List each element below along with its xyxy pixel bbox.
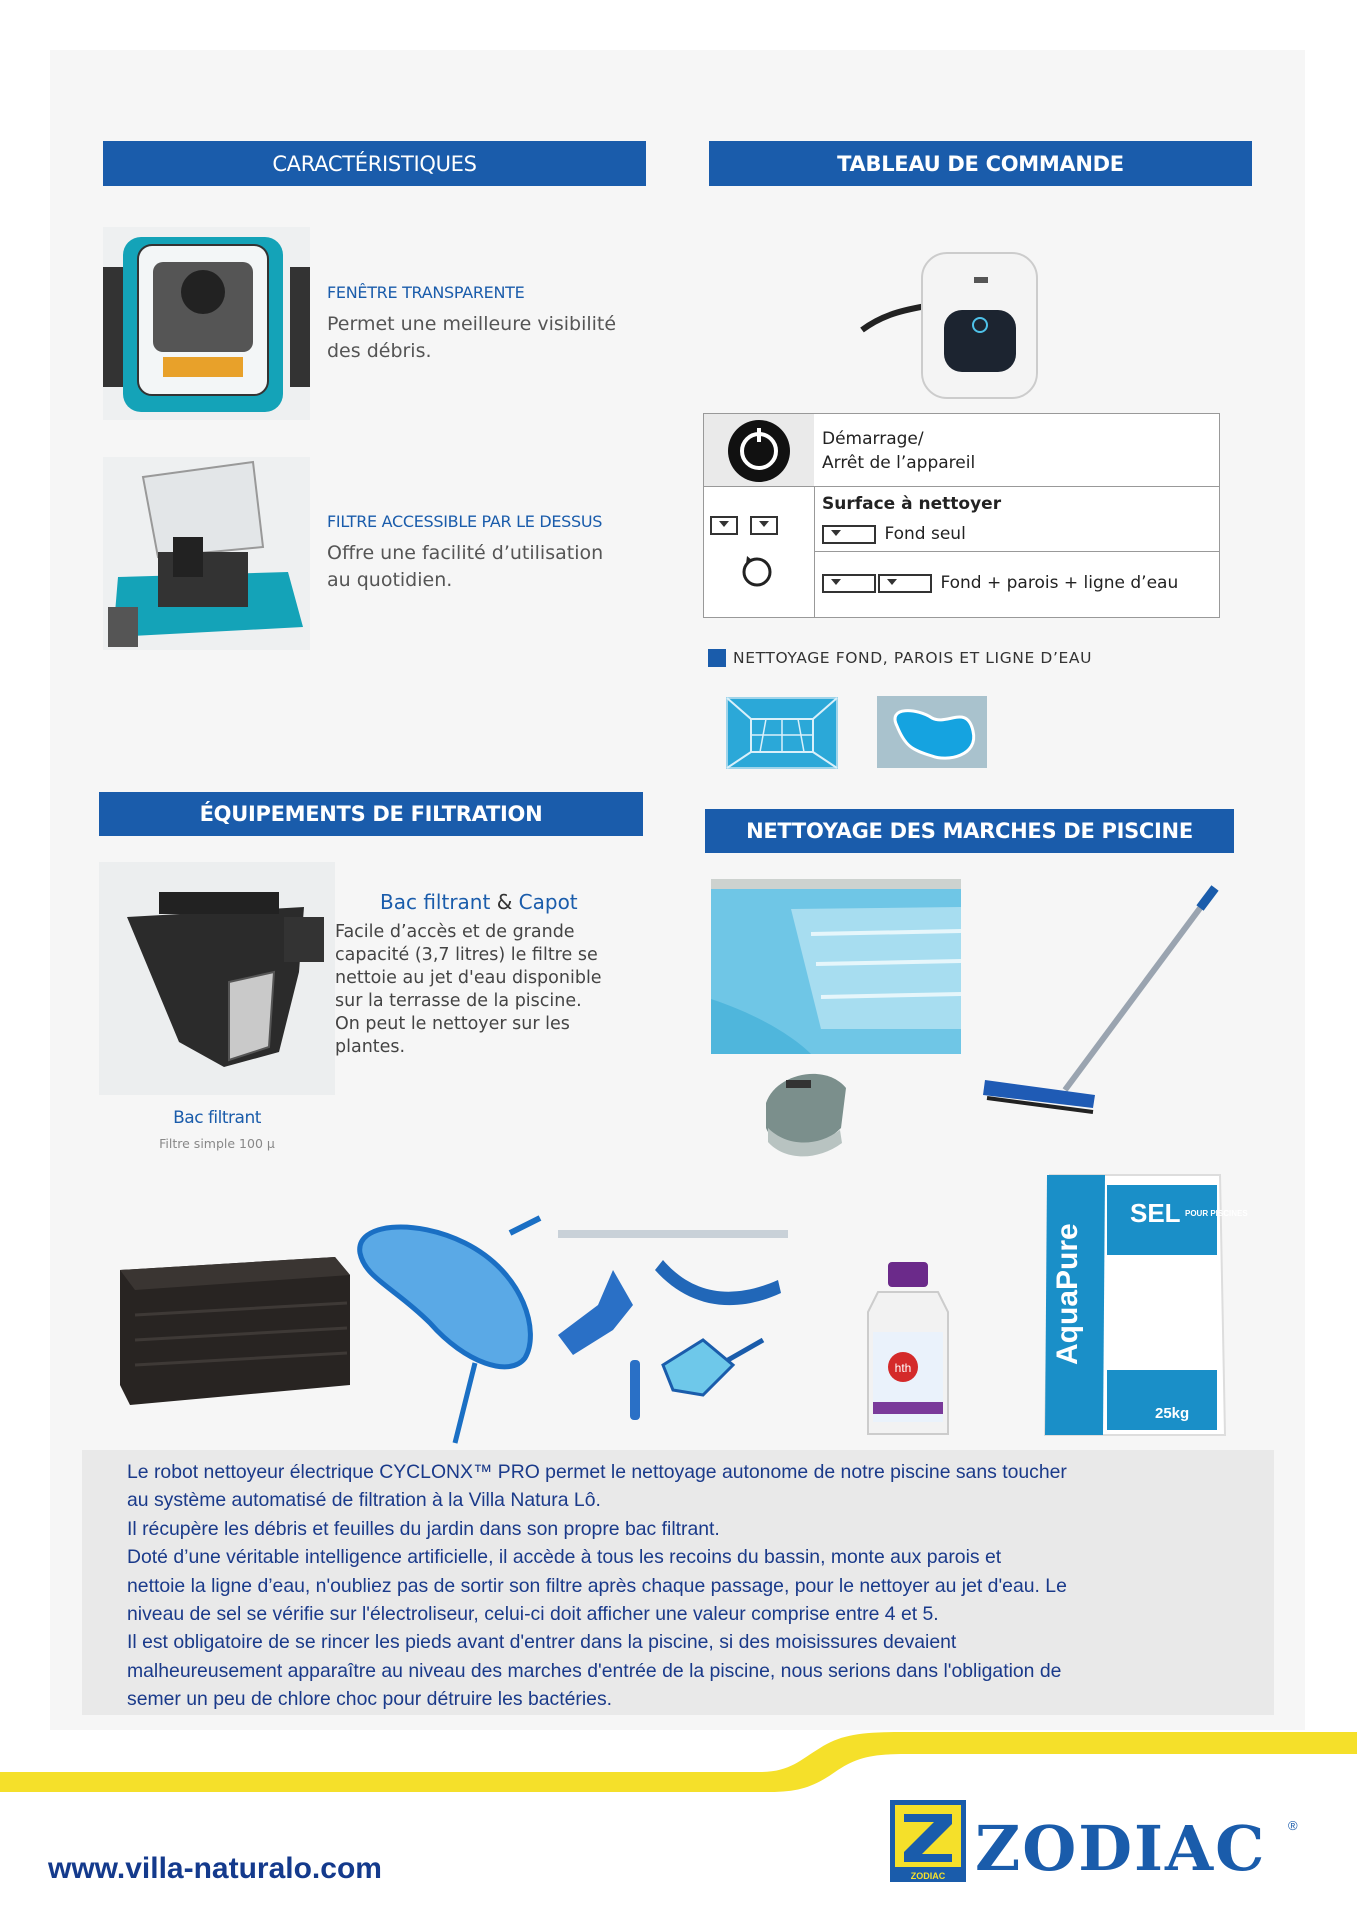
filter-subcaption: Filtre simple 100 µ [159,1136,275,1151]
chlorine-label: hth [894,1361,912,1375]
registered-mark: ® [1288,1818,1298,1833]
floor-only-icon [822,525,876,544]
control-box-photo [862,245,1042,405]
floor-only-label: Fond seul [884,524,966,544]
feature-title-filter: FILTRE ACCESSIBLE PAR LE DESSUS [327,512,603,531]
storage-box-photo [115,1235,355,1417]
robot-top-window-photo [103,227,310,420]
pool-steps-photo [711,879,961,1054]
filter-title [380,890,578,914]
scrub-brush-photo [756,1058,856,1162]
description-box [82,1450,1274,1715]
filter-title-part1: Bac filtrant [380,890,491,914]
floor-icon [710,516,738,535]
salt-bag-photo [1035,1170,1248,1440]
filter-title-amp: & [496,890,513,914]
description-text: Le robot nettoyeur électrique CYCLONX™ PRO permet le nettoyage autonome de notre piscine sans toucher au système automatisé de filtration à la Villa Natura Lô. Il récupère les débris et feuilles du jardin dans son propre bac filtrant. Doté d’une véritable intelligence artificielle, il accède à tous les recoins du bassin, monte aux parois et nettoie la ligne d’eau, n'oubliez pas de sortir son filtre après chaque passage, pour le nettoyer au jet d'eau. Le niveau de sel se vérifie sur l'électroliseur, celui-ci doit afficher une valeur comprise entre 4 et 5. Il est obligatoire de se rincer les pieds avant d'entrer dans la piscine, si des moisissures devaient malheureusement apparaître au niveau des marches d'entrée de la piscine, nous serions dans l'obligation de semer un peu de chlore choc pour détruire les bactéries. [127,1461,1067,1711]
power-button-icon [726,418,792,484]
leaf-skimmer-photo [355,1213,555,1448]
floor-walls-icon-b [878,574,932,593]
cleaning-kit-photo [553,1215,793,1440]
mode-bullet-icon [708,649,726,667]
feature-text-window: Permet une meilleure visibilité des débris. [327,313,617,362]
power-label: Démarrage/ Arrêt de l’appareil [822,429,976,473]
header-control-panel: TABLEAU DE COMMANDE [709,141,1252,186]
feature-title-window: FENÊTRE TRANSPARENTE [327,283,525,302]
salt-brand: AquaPure [1051,1223,1084,1365]
salt-title: SEL [1130,1198,1181,1228]
salt-subtitle: POUR PISCINES [1185,1209,1248,1218]
zodiac-small-label: ZODIAC [910,1871,946,1881]
header-steps-cleaning: NETTOYAGE DES MARCHES DE PISCINE [705,809,1234,853]
cleaning-mode-label: NETTOYAGE FOND, PAROIS ET LIGNE D’EAU [733,649,1093,667]
filter-caption: Bac filtrant [173,1108,261,1128]
filter-description: Facile d’accès et de grande capacité (3,7 litres) le filtre se nettoie au jet d'eau disponible sur la terrasse de la piscine. On peut le nettoyer sur les plantes. [335,922,602,1057]
chlorine-bottle-photo [858,1262,958,1440]
floor-walls-icon-a [822,574,876,593]
cycle-icon [737,552,777,588]
zodiac-wordmark: ZODIAC [975,1812,1267,1885]
header-filtration: ÉQUIPEMENTS DE FILTRATION [99,792,643,836]
filter-title-part2: Capot [518,890,578,914]
yellow-swoosh [0,1720,1357,1792]
floor-walls-label: Fond + parois + ligne d’eau [940,573,1179,593]
website-link[interactable]: www.villa-naturalo.com [48,1852,382,1885]
wall-icon [750,516,778,535]
zodiac-logo-icon [890,1800,966,1882]
feature-text-filter: Offre une facilité d’utilisation au quotidien. [327,542,604,591]
header-features: CARACTÉRISTIQUES [103,141,646,186]
control-table [703,413,1220,618]
freeform-pool-icon [877,696,987,768]
salt-weight: 25kg [1155,1405,1190,1422]
robot-open-filter-photo [103,457,310,650]
surface-title: Surface à nettoyer [822,494,1002,514]
filter-basket-photo [99,862,335,1095]
pole-brush-photo [975,880,1240,1145]
rectangular-pool-icon [726,697,838,769]
surface-mode-icons [710,516,778,535]
